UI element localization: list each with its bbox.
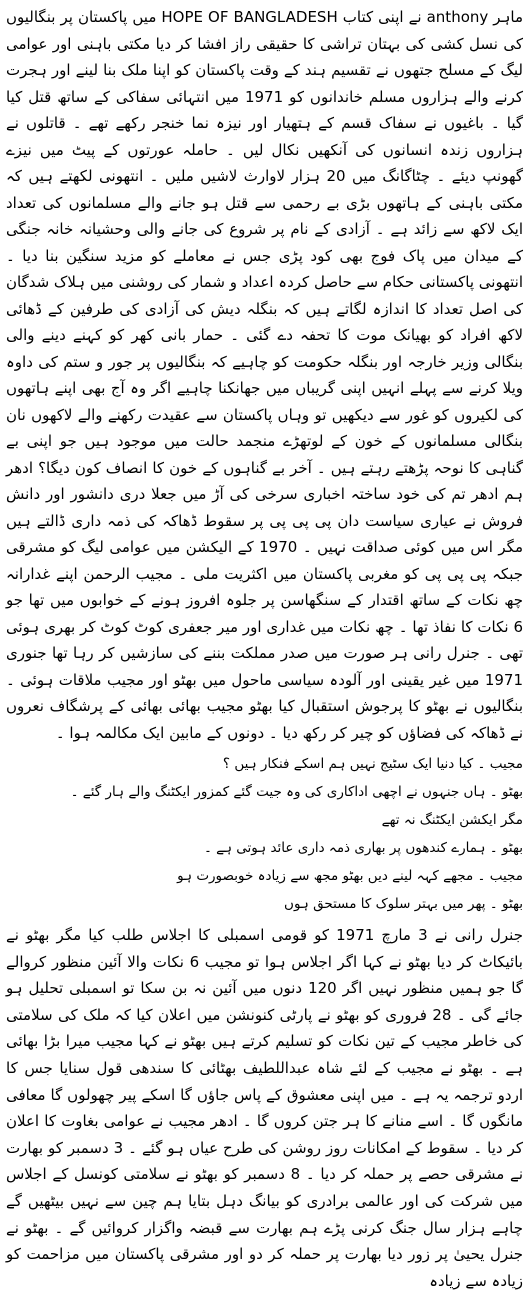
article-paragraph-1: ماہر anthony نے اپنی کتاب HOPE OF BANGLADESH میں پاکستان پر بنگالیوں کی نسل کشی کی بہتان تراشی کا حقیقی راز افشا کر دیا مکتی باہنی اور عوامی لیگ کے مسلح جتھوں نے تقسیم ہند کے وقت پاکستان کو اپنا ملک بنا لینے اور ہجرت کرنے والے ہزاروں مسلم خاندانوں کو 1971 میں انتہائی سفاکی کے ساتھ قتل کیا گیا ۔ باغیوں نے سفاک قسم کے ہتھیار اور نیزہ نما خنجر رکھے تھے ۔ قاتلوں نے ہزاروں زندہ انسانوں کی آنکھیں نکال لیں ۔ حاملہ عورتوں کے پیٹ میں نیزے گھونپ دیئے ۔ چٹاگانگ میں 20 ہزار لاوارث لاشیں ملیں ۔ انتھونی لکھتے ہیں کہ مکتی باہنی کے ہاتھوں بڑی بے رحمی سے قتل ہو جانے والے مسلمانوں کی تعداد ایک لاکھ سے زائد ہے ۔ آزادی کے نام پر شروع کی جانے والی وحشیانہ خانہ جنگی کے میدان میں پاک فوج بھی کود پڑی جس نے معاملے کو مزید سنگین بنا دیا ۔ انتھونی پاکستانی حکام سے حاصل کردہ اعداد و شمار کی روشنی میں ہلاک شدگان کی اصل تعداد کا اندازہ لگاتے ہیں کہ بنگلہ دیش کی آزادی کی طرفین کے ڈھائی لاکھ افراد کو بھیانک موت کا تحفہ دے گئی ۔ حمار بانی کھر کو کہنے دینے والی بنگالی وزیر خارجہ اور بنگلہ حکومت کو چاہیے کہ بنگالیوں پر جور و ستم کی داوہ ویلا کرنے سے پہلے انہیں اپنی گریباں میں جھانکنا چاہیے اگر وہ آج بھی اپنے ہاتھوں کی لکیروں کو غور سے دیکھیں تو وہاں پاکستان سے عقیدت رکھنے والے لاکھوں نان بنگالی مسلمانوں کے خون کے لوتھڑے منجمد حالت میں موجود ہیں جو اپنی بے گناہی کا نوحہ پڑھتے رہتے ہیں ۔ آخر بے گناہوں کے خون کا انصاف کون دیگا؟ ادھر ہم ادھر تم کی خود ساختہ اخباری سرخی کی آڑ میں جعلا دری دانشور اور دانش فروش نے عیاری سیاست دان پی پی پی پر سقوط ڈھاکہ کی ذمہ داری ڈالتے ہیں مگر اس میں کوئی صداقت نہیں ۔ 1970 کے الیکشن میں عوامی لیگ کو مشرقی جبکہ پی پی پی کو مغربی پاکستان میں اکثریت ملی ۔ مجیب الرحمن اپنے غدارانہ چھ نکات کے ساتھ اقتدار کے سنگھاسن پر جلوہ افروز ہونے کے خوابوں میں تھا جو 6 نکات کا نفاذ تھا ۔ چھ نکات میں غداری اور میر جعفری کوٹ کوٹ کر بھری ہوئی تھی ۔ جنرل رانی ہر صورت میں صدر مملکت بننے کی سازشیں کر رہا تھا جنوری 1971 میں غیر یقینی اور آلودہ سیاسی ماحول میں بھٹو اور مجیب ملاقات ہوئی ۔ بنگالیوں نے بھٹو کا پرجوش استقبال کیا بھٹو مجیب بھائی بھائی کے پرشگاف نعروں نے ڈھاکہ کی فضاؤں کو چیر کر رکھ دیا ۔ دونوں کے مابین ایک مکالمہ ہوا ۔ xyxy=(5,8,524,742)
dialogue-line: مگر ایکشن ایکٹنگ نہ تھے xyxy=(381,812,523,828)
dialogue-block xyxy=(6,746,523,922)
dialogue-line: مجیب ۔ کیا دنیا ایک سٹیج نہیں ہم اسکے فنکار ہیں ؟ xyxy=(222,756,523,772)
dialogue-line: بھٹو ۔ ہمارے کندھوں پر بھاری ذمہ داری عائد ہوتی ہے ۔ xyxy=(203,840,523,856)
dialogue-line: بھٹو ۔ پھر میں بہتر سلوک کا مستحق ہوں xyxy=(284,896,523,912)
article-paragraph-2: جنرل رانی نے 3 مارچ 1971 کو قومی اسمبلی کا اجلاس طلب کیا مگر بھٹو نے بائیکاٹ کر دیا بھٹو نے کہا اگر اجلاس ہوا تو مجیب 6 نکات والا آئین منظور کروالے گا جو ہمیں منظور نہیں اگر 120 دنوں میں آئین نہ بن سکا تو اسمبلی تحلیل ہو جائے گی ۔ 28 فروری کو بھٹو نے پارٹی کنونشن میں اعلان کیا کہ ملک کی سلامتی کی خاطر مجیب کے تین نکات کو تسلیم کرتے ہیں بھٹو نے کہا مجیب میرا بڑا بھائی ہے ۔ بھٹو نے مجیب کے لئے شاہ عبداللطیف بھٹائی کا سندھی قول سنایا جس کا اردو ترجمہ یہ ہے ۔ میں اپنی معشوق کے پاس جاؤں گا اسکے پیر چھولوں گا معافی مانگوں گا ۔ اسے منانے کا ہر جتن کروں گا ۔ ادھر مجیب نے عوامی بغاوت کا اعلان کر دیا ۔ سقوط کے امکانات روز روشن کی طرح عیاں ہو گئے ۔ 3 دسمبر کو بھارت نے مشرقی حصے پر حملہ کر دیا ۔ 8 دسمبر کو بھٹو نے سلامتی کونسل کے اجلاس میں شرکت کی اور عالمی برادری کو بیانگ دہل بتایا ہم چین سے نہیں بیٹھیں گے چاہے ہزار سال جنگ کرنی پڑے ہم بھارت سے قبضہ واگزار کروائیں گے ۔ بھٹو نے جنرل یحییٰ پر زور دیا بھارت پر حملہ کر دو اور مشرقی پاکستان میں مزاحمت کو زیادہ سے زیادہ xyxy=(6,926,524,1290)
dialogue-line: بھٹو ۔ ہاں جنہوں نے اچھی اداکاری کی وہ جیت گئے کمزور ایکٹنگ والے ہار گئے ۔ xyxy=(70,784,523,800)
dialogue-line: مجیب ۔ مجھے کہہ لینے دیں بھٹو مجھ سے زیادہ خوبصورت ہو xyxy=(177,868,523,884)
